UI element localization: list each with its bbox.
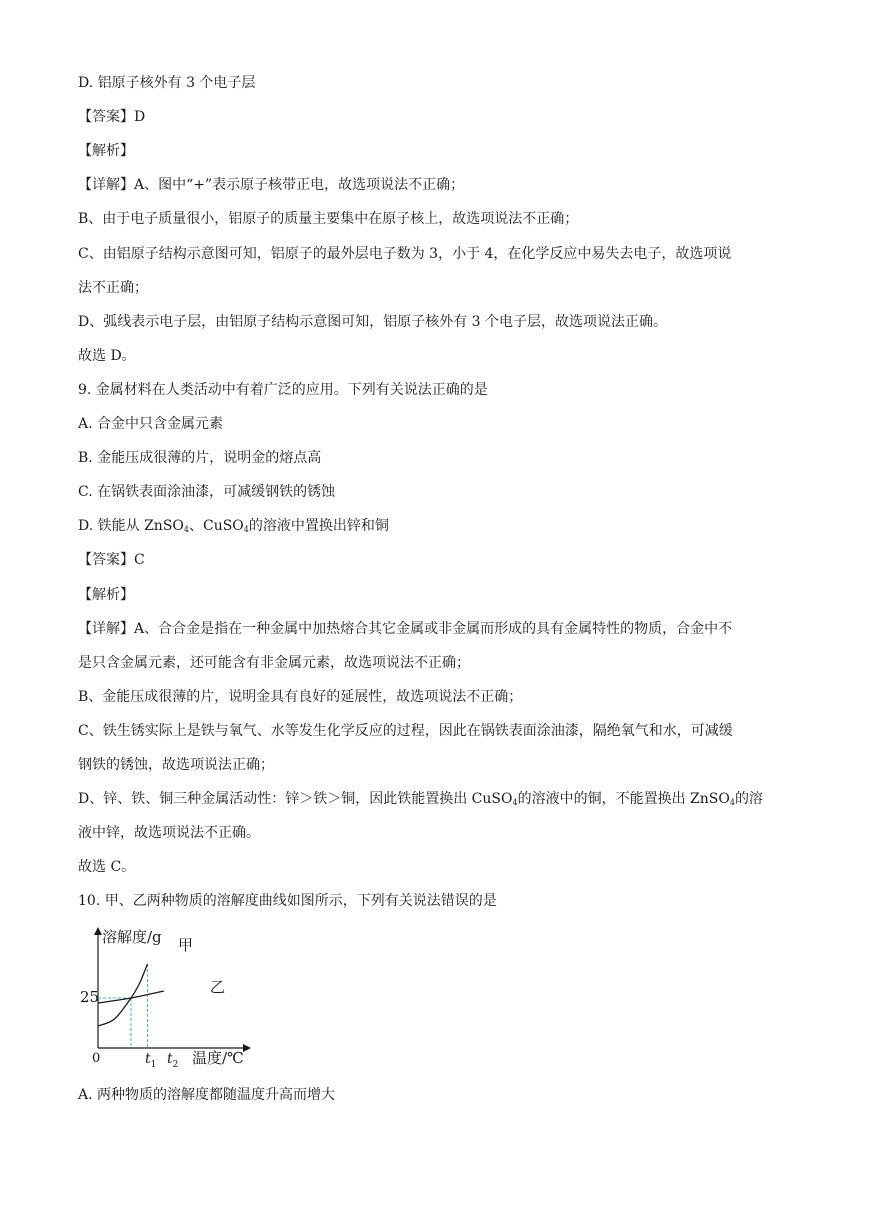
text-run: 的溶 (734, 791, 763, 807)
q9-analysis-heading: 【解析】 (78, 587, 134, 603)
series-jia-label: 甲 (178, 936, 194, 954)
y-tick-25-label: 25 (80, 988, 100, 1006)
subscript: 4 (243, 525, 249, 534)
q8-detail-d: D、弧线表示电子层，由铝原子结构示意图可知，铝原子核外有 3 个电子层，故选项说法正确。 (78, 314, 668, 330)
t-letter: t (145, 1051, 151, 1067)
q8-detail-c-cont: 法不正确； (78, 280, 148, 296)
q8-detail-b: B、由于电子质量很小，铝原子的质量主要集中在原子核上，故选项说法不正确； (78, 211, 579, 227)
q8-analysis-heading: 【解析】 (78, 143, 134, 159)
x-tick-t2-label (167, 1051, 178, 1070)
subscript: 4 (729, 798, 735, 807)
series-yi-label: 乙 (210, 978, 226, 996)
q9-option-d (78, 516, 389, 540)
q8-option-d: D. 铝原子核外有 3 个电子层 (78, 75, 256, 91)
solubility-chart (80, 920, 260, 1075)
q9-detail-a-cont: 是只含金属元素，还可能含有非金属元素，故选项说法不正确； (78, 655, 470, 671)
subscript: 4 (183, 525, 189, 534)
q9-answer: 【答案】C (78, 552, 145, 568)
q9-option-b: B. 金能压成很薄的片，说明金的熔点高 (78, 450, 322, 466)
q8-conclusion: 故选 D。 (78, 348, 136, 364)
t-subscript: 1 (150, 1060, 157, 1070)
q9-detail-d (78, 789, 763, 813)
q10-stem: 10. 甲、乙两种物质的溶解度曲线如图所示，下列有关说法错误的是 (78, 893, 497, 909)
subscript: 4 (512, 798, 518, 807)
q8-answer: 【答案】D (78, 109, 146, 125)
t-letter: t (167, 1051, 173, 1067)
q9-stem: 9. 金属材料在人类活动中有着广泛的应用。下列有关说法正确的是 (78, 382, 488, 398)
text-run: 的溶液中的铜，不能置换出 ZnSO (517, 791, 730, 807)
series-jia-curve (98, 964, 148, 1026)
q9-option-a: A. 合金中只含金属元素 (78, 416, 224, 432)
q9-option-c: C. 在锅铁表面涂油漆，可减缓钢铁的锈蚀 (78, 484, 336, 500)
origin-label: 0 (92, 1051, 101, 1066)
t-subscript: 2 (172, 1060, 179, 1070)
q9-detail-c: C、铁生锈实际上是铁与氧气、水等发生化学反应的过程，因此在锅铁表面涂油漆，隔绝氧气和水，可减缓 (78, 723, 733, 739)
q9-detail-b: B、金能压成很薄的片，说明金具有良好的延展性，故选项说法不正确； (78, 689, 523, 705)
y-axis-label: 溶解度/g (102, 928, 162, 946)
q10-option-a: A. 两种物质的溶解度都随温度升高而增大 (78, 1087, 336, 1103)
x-axis-label: 温度/℃ (192, 1049, 244, 1067)
text-run: 的溶液中置换出锌和铜 (248, 518, 389, 534)
q9-conclusion: 故选 C。 (78, 859, 136, 875)
q8-detail-c: C、由铝原子结构示意图可知，铝原子的最外层电子数为 3，小于 4，在化学反应中易失去电子，故选项说 (78, 246, 732, 262)
x-tick-t1-label (145, 1051, 156, 1070)
text-run: 、CuSO (188, 518, 244, 534)
q9-detail-a: 【详解】A、合合金是指在一种金属中加热熔合其它金属或非金属而形成的具有金属特性的物质，合金中不 (78, 621, 733, 637)
q8-detail-a: 【详解】A、图中“+”表示原子核带正电，故选项说法不正确； (78, 177, 465, 193)
q9-detail-d-cont: 液中锌，故选项说法不正确。 (78, 825, 260, 841)
q9-detail-c-cont: 钢铁的锈蚀，故选项说法正确； (78, 757, 274, 773)
text-run: D. 铁能从 ZnSO (78, 518, 184, 534)
text-run: D、锌、铁、铜三种金属活动性：锌＞铁＞铜，因此铁能置换出 CuSO (78, 791, 513, 807)
